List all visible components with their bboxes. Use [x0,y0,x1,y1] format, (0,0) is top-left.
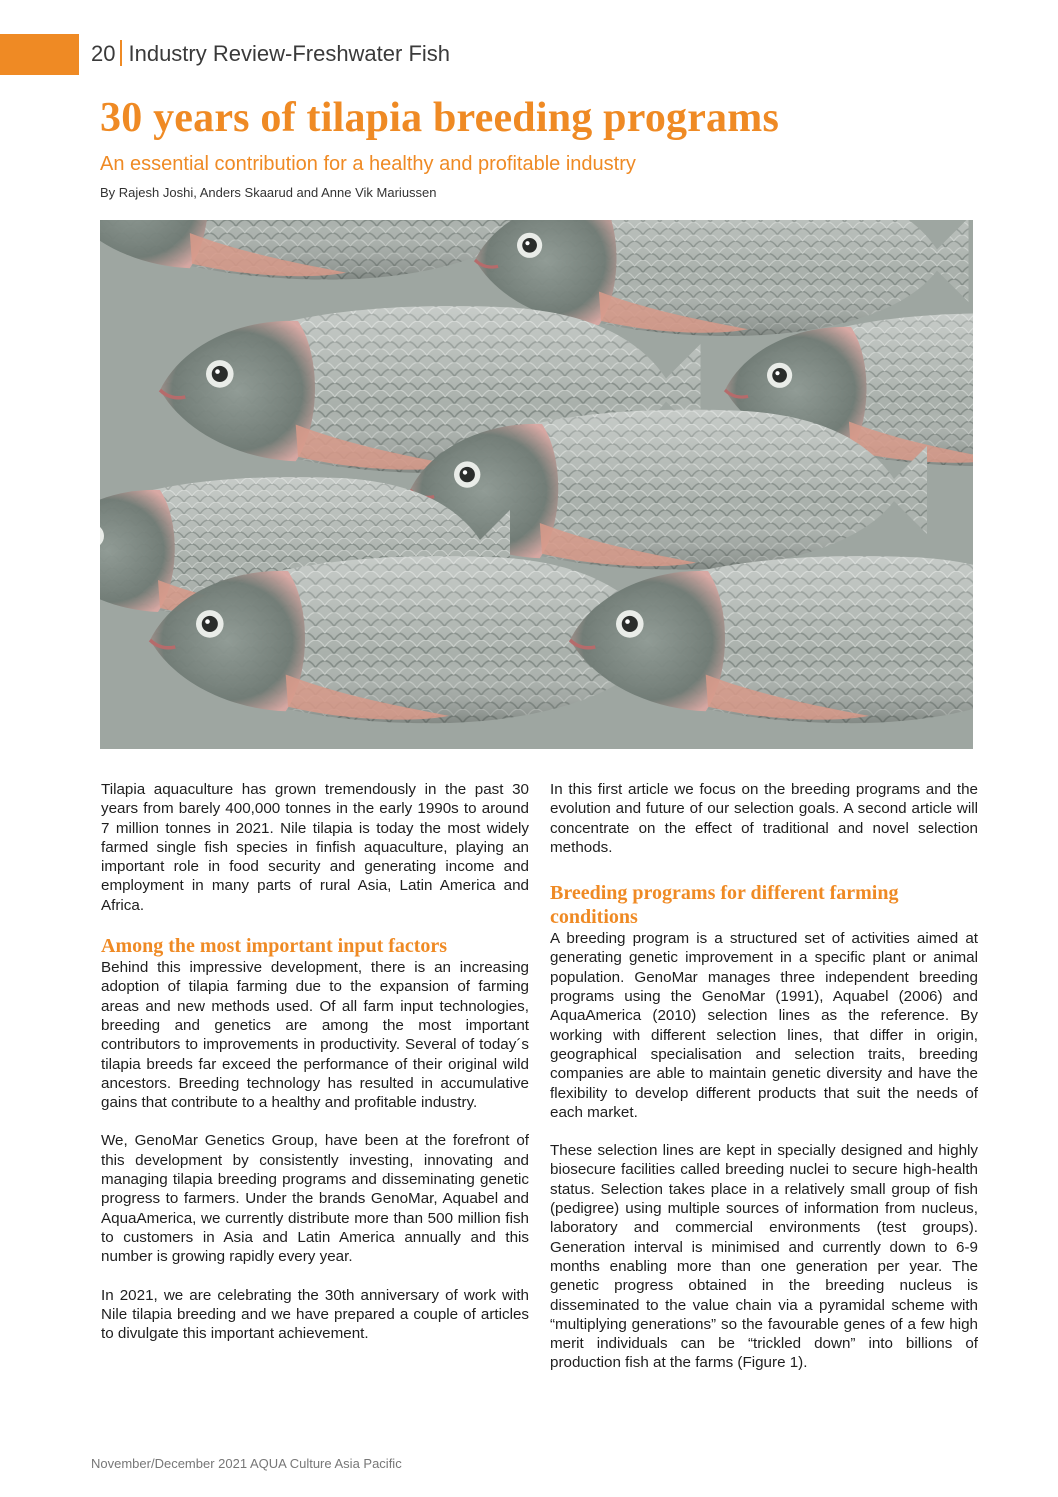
section-name: Industry Review-Freshwater Fish [128,41,451,66]
article-byline: By Rajesh Joshi, Anders Skaarud and Anne Vik Mariussen [100,185,437,200]
paragraph: These selection lines are kept in specially designed and highly biosecure facilities called breeding nuclei to secure high-health status. Selection takes place in a relatively small group of fish (pedigree) using multiple sources of information from nucleus, laboratory and commercial environments (test groups). Generation interval is minimised and currently down to 6-9 months enabling more than one generation per year. The genetic progress obtained in the breeding nucleus is disseminated to the value chain via a pyramidal scheme with “multiplying generations” so the favourable genes of a few high merit individuals can be “trickled down” into billions of production fish at the farms (Figure 1). [550,1142,978,1372]
page-footer: November/December 2021 AQUA Culture Asia Pacific [91,1456,402,1471]
left-column [101,780,529,1362]
paragraph: Behind this impressive development, there is an increasing adoption of tilapia farming due to the expansion of farming areas and new methods used. Of all farm input technologies, breeding and genetics are among the most important contributors to improvements in productivity. Several of today´s tilapia breeds far exceed the performance of their original wild ancestors. Breeding technology has resulted in accumulative gains that contribute to a healthy and profitable industry. [101,959,529,1112]
orange-section-tab [0,34,79,75]
section-heading: Among the most important input factors [101,935,448,958]
article-subtitle: An essential contribution for a healthy and profitable industry [100,153,636,175]
paragraph: We, GenoMar Genetics Group, have been at the forefront of this development by consistently investing, innovating and managing tilapia breeding programs and disseminating genetic progress to farmers. Under the brands GenoMar, Aquabel and AquaAmerica, we currently distribute more than 500 million fish to customers in Asia and Latin America annually and this number is growing rapidly every year. [101,1132,529,1266]
article-title: 30 years of tilapia breeding programs [100,95,779,141]
paragraph: In this first article we focus on the breeding programs and the evolution and future of our selection goals. A second article will concentrate on the effect of traditional and novel selection methods. [550,781,978,856]
paragraph: In 2021, we are celebrating the 30th anniversary of work with Nile tilapia breeding and we have prepared a couple of articles to divulgate this important achievement. [101,1286,529,1343]
paragraph: A breeding program is a structured set of activities aimed at generating genetic improvement in a specific plant or animal population. GenoMar manages three independent breeding programs using the GenoMar (1991), Aquabel (2006) and AquaAmerica (2010) selection lines as the reference. By working with different selection lines, that differ in origin, geographical specialisation and selection traits, breeding companies are able to maintain genetic diversity and have the flexibility to develop different products that suit the needs of each market. [550,930,978,1121]
page-number: 20 [91,41,116,66]
right-column [550,780,978,1392]
tilapia-photo [100,220,973,749]
running-header [91,40,450,67]
section-heading: Breeding programs for different farming conditions [550,882,899,929]
header-divider [120,40,122,66]
paragraph: Tilapia aquaculture has grown tremendously in the past 30 years from barely 400,000 tonnes in the early 1990s to around 7 million tonnes in 2021. Nile tilapia is today the most widely farmed single fish species in finfish aquaculture, playing an important role in food security and generating income and employment in many parts of rural Asia, Latin America and Africa. [101,781,529,914]
